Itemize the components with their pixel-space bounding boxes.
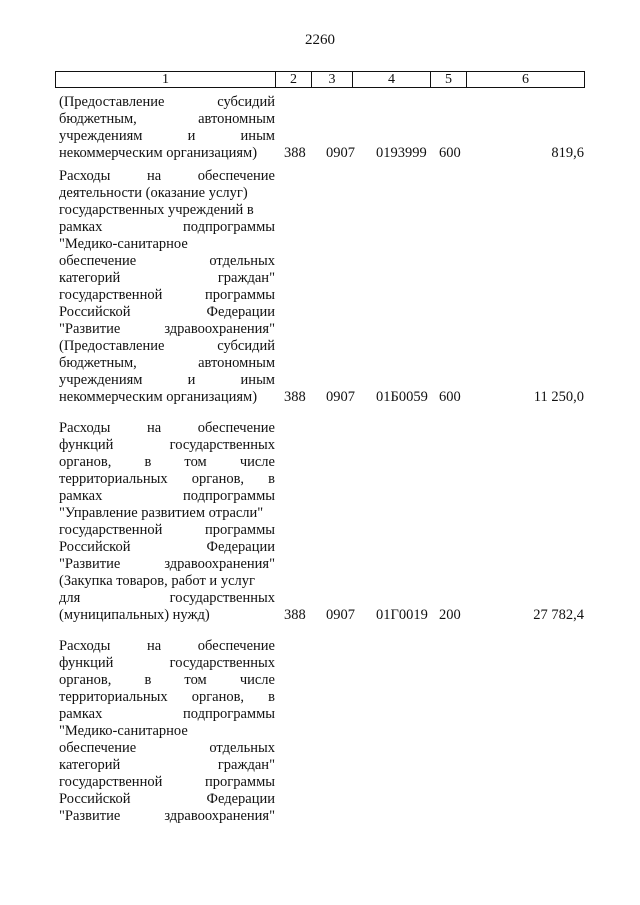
header-col-4: 4 xyxy=(352,71,431,88)
description-word: "Медико-санитарное xyxy=(59,236,188,252)
description-word: категорий xyxy=(59,757,121,773)
row-value-col6: 27 782,4 xyxy=(533,607,584,623)
description-word: Федерации xyxy=(206,539,275,555)
row-description xyxy=(59,168,275,406)
description-line xyxy=(59,757,275,774)
description-word: рамках xyxy=(59,219,103,235)
description-word: иным xyxy=(240,372,275,388)
description-line xyxy=(59,488,275,505)
description-word: государственной xyxy=(59,522,163,538)
description-word: субсидий xyxy=(217,94,275,110)
description-word: и xyxy=(187,372,196,388)
description-word: том xyxy=(184,672,207,688)
description-word: программы xyxy=(205,522,275,538)
row-value-col6 xyxy=(480,808,584,825)
header-col-1: 1 xyxy=(55,71,276,88)
header-col-5: 5 xyxy=(430,71,467,88)
description-line xyxy=(59,539,275,556)
description-line xyxy=(59,791,275,808)
description-word: в xyxy=(144,454,152,470)
description-word: Расходы xyxy=(59,168,111,184)
description-line xyxy=(59,420,275,437)
description-line xyxy=(59,590,275,607)
description-line xyxy=(59,202,275,219)
description-word: и xyxy=(187,128,196,144)
description-line xyxy=(59,270,275,287)
description-line xyxy=(59,808,275,825)
description-line xyxy=(59,145,275,162)
description-line xyxy=(59,111,275,128)
description-word: на xyxy=(147,638,162,654)
description-word: подпрограммы xyxy=(183,219,275,235)
description-word: (Закупка товаров, работ и услуг xyxy=(59,573,255,589)
description-word: деятельности (оказание услуг) xyxy=(59,185,248,201)
description-word: числе xyxy=(239,454,275,470)
header-col-6: 6 xyxy=(466,71,585,88)
description-line xyxy=(59,304,275,321)
description-line xyxy=(59,168,275,185)
description-line xyxy=(59,607,275,624)
description-word: рамках xyxy=(59,488,103,504)
description-word: (муниципальных) нужд) xyxy=(59,607,210,623)
description-word: в xyxy=(268,689,275,705)
description-word: "Управление развитием отрасли" xyxy=(59,505,264,521)
description-line xyxy=(59,522,275,539)
row-value-col6: 11 250,0 xyxy=(533,389,584,405)
description-word: некоммерческим организациям) xyxy=(59,145,258,161)
description-word: обеспечение xyxy=(59,253,137,269)
description-line xyxy=(59,355,275,372)
description-line xyxy=(59,774,275,791)
description-word: государственной xyxy=(59,774,163,790)
description-word: Российской xyxy=(59,791,131,807)
description-line xyxy=(59,287,275,304)
row-value-col4: 01Г0019 xyxy=(376,607,428,623)
description-line xyxy=(59,372,275,389)
description-word: "Развитие xyxy=(59,321,121,337)
description-line xyxy=(59,128,275,145)
description-line xyxy=(59,706,275,723)
row-value-col5: 600 xyxy=(439,145,461,161)
description-word: территориальных xyxy=(59,471,168,487)
description-word: Расходы xyxy=(59,638,111,654)
row-value-col3: 0907 xyxy=(326,607,355,623)
description-word: здравоохранения" xyxy=(164,808,275,824)
description-line xyxy=(59,471,275,488)
description-word: обеспечение xyxy=(197,638,275,654)
description-word: "Развитие xyxy=(59,808,121,824)
description-word: функций xyxy=(59,655,114,671)
row-value-col4: 01Б0059 xyxy=(376,389,428,405)
description-word: государственных xyxy=(169,437,275,453)
description-word: бюджетным, xyxy=(59,111,137,127)
description-line xyxy=(59,672,275,689)
description-word: в xyxy=(144,672,152,688)
description-word: бюджетным, xyxy=(59,355,137,371)
description-word: том xyxy=(184,454,207,470)
row-description xyxy=(59,420,275,624)
description-line xyxy=(59,236,275,253)
description-line xyxy=(59,338,275,355)
description-line xyxy=(59,437,275,454)
description-word: Российской xyxy=(59,539,131,555)
description-word: учреждениям xyxy=(59,372,143,388)
description-word: органов, xyxy=(59,454,112,470)
description-word: органов, xyxy=(191,689,245,705)
description-word: обеспечение xyxy=(59,740,137,756)
description-line xyxy=(59,723,275,740)
table-header-row xyxy=(55,71,585,88)
description-word: Российской xyxy=(59,304,131,320)
description-word: (Предоставление xyxy=(59,94,165,110)
description-line xyxy=(59,185,275,202)
description-line xyxy=(59,389,275,406)
description-word: числе xyxy=(239,672,275,688)
description-word: отдельных xyxy=(209,253,275,269)
description-word: государственных xyxy=(169,590,275,606)
description-line xyxy=(59,219,275,236)
row-value-col2: 388 xyxy=(284,607,306,623)
description-word: на xyxy=(147,168,162,184)
description-word: здравоохранения" xyxy=(164,556,275,572)
description-word: на xyxy=(147,420,162,436)
description-line xyxy=(59,321,275,338)
description-line xyxy=(59,454,275,471)
description-word: программы xyxy=(205,774,275,790)
row-value-col3: 0907 xyxy=(326,389,355,405)
description-line xyxy=(59,556,275,573)
description-word: автономным xyxy=(198,355,275,371)
description-word: государственных xyxy=(169,655,275,671)
row-value-col2: 388 xyxy=(284,389,306,405)
description-word: органов, xyxy=(191,471,245,487)
description-word: обеспечение xyxy=(197,420,275,436)
row-value-col5: 600 xyxy=(439,389,461,405)
description-word: в xyxy=(268,471,275,487)
row-value-col2: 388 xyxy=(284,145,306,161)
description-word: "Развитие xyxy=(59,556,121,572)
description-word: органов, xyxy=(59,672,112,688)
description-word: здравоохранения" xyxy=(164,321,275,337)
description-word: Федерации xyxy=(206,304,275,320)
description-word: учреждениям xyxy=(59,128,143,144)
description-line xyxy=(59,94,275,111)
description-word: программы xyxy=(205,287,275,303)
description-line xyxy=(59,689,275,706)
header-col-3: 3 xyxy=(311,71,353,88)
row-value-col3: 0907 xyxy=(326,145,355,161)
description-line xyxy=(59,253,275,270)
row-value-col5: 200 xyxy=(439,607,461,623)
description-line xyxy=(59,638,275,655)
description-line xyxy=(59,573,275,590)
description-word: Федерации xyxy=(206,791,275,807)
description-word: подпрограммы xyxy=(183,488,275,504)
description-word: субсидий xyxy=(217,338,275,354)
description-word: граждан" xyxy=(217,757,275,773)
description-word: отдельных xyxy=(209,740,275,756)
row-value-col6: 819,6 xyxy=(551,145,584,161)
description-word: государственных учреждений в xyxy=(59,202,254,218)
description-word: "Медико-санитарное xyxy=(59,723,188,739)
description-word: граждан" xyxy=(217,270,275,286)
row-description xyxy=(59,638,275,825)
description-word: рамках xyxy=(59,706,103,722)
description-line xyxy=(59,505,275,522)
description-line xyxy=(59,655,275,672)
description-word: функций xyxy=(59,437,114,453)
description-word: некоммерческим организациям) xyxy=(59,389,258,405)
page-number: 2260 xyxy=(305,32,335,48)
description-word: автономным xyxy=(198,111,275,127)
row-value-col4: 0193999 xyxy=(376,145,427,161)
description-word: (Предоставление xyxy=(59,338,165,354)
description-word: для xyxy=(59,590,81,606)
row-description xyxy=(59,94,275,162)
description-word: обеспечение xyxy=(197,168,275,184)
description-word: государственной xyxy=(59,287,163,303)
description-line xyxy=(59,740,275,757)
description-word: подпрограммы xyxy=(183,706,275,722)
description-word: территориальных xyxy=(59,689,168,705)
description-word: Расходы xyxy=(59,420,111,436)
description-word: иным xyxy=(240,128,275,144)
description-word: категорий xyxy=(59,270,121,286)
header-col-2: 2 xyxy=(275,71,312,88)
